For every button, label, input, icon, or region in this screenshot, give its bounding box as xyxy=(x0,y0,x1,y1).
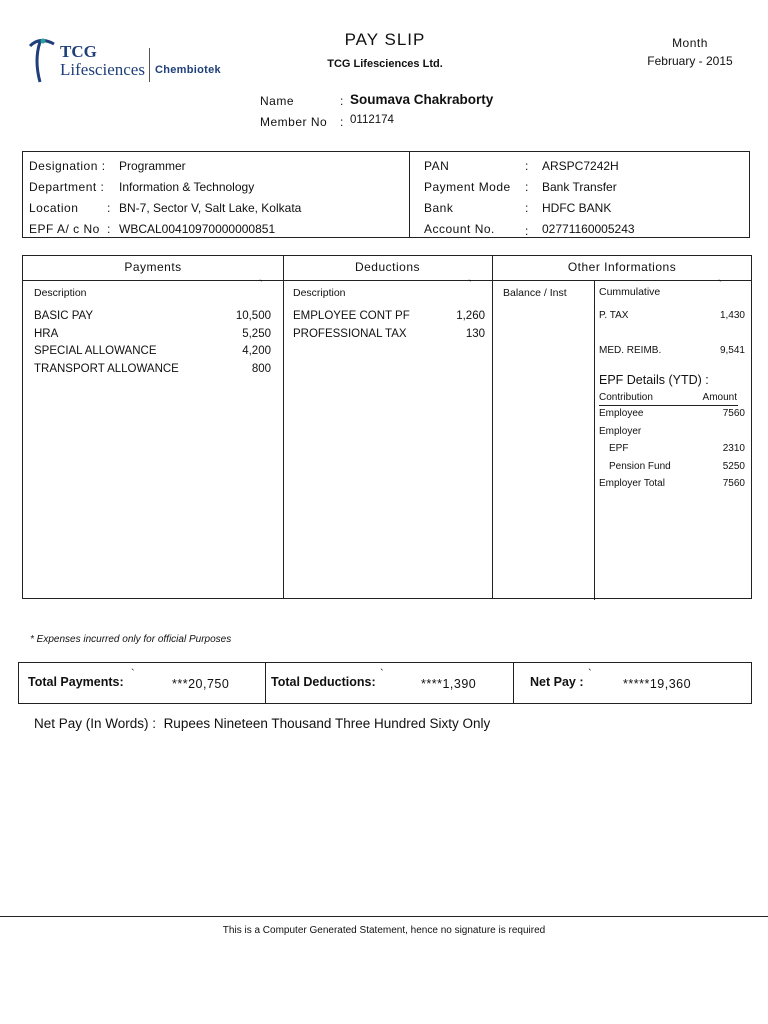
net-pay-label: Net Pay : xyxy=(530,675,584,689)
epf-row-amount: 7560 xyxy=(722,478,745,489)
payment-mode-colon: : xyxy=(525,180,529,194)
payment-desc: SPECIAL ALLOWANCE xyxy=(34,345,157,357)
payment-amount: 5,250 xyxy=(242,328,271,340)
pan-colon: : xyxy=(525,159,529,173)
payment-mode-label: Payment Mode xyxy=(424,180,511,194)
epf-label: EPF A/ c No xyxy=(29,222,100,236)
location-value: BN-7, Sector V, Salt Lake, Kolkata xyxy=(119,201,302,215)
net-pay-words-value: Rupees Nineteen Thousand Three Hundred Sixty Only xyxy=(163,716,491,731)
payment-mode-value: Bank Transfer xyxy=(542,180,617,194)
other-info-header: Other Informations xyxy=(567,260,677,274)
epf-contribution-label: Contribution xyxy=(599,392,653,403)
logo-text-lifesciences: Lifesciences xyxy=(60,60,145,79)
account-value: 02771160005243 xyxy=(542,222,635,236)
epf-row-desc: Employer Total xyxy=(599,478,665,489)
payment-desc: HRA xyxy=(34,328,59,340)
rupee-symbol: ` xyxy=(588,668,592,680)
epf-row-amount: 7560 xyxy=(722,408,745,419)
name-label: Name xyxy=(260,94,295,108)
rupee-symbol: ` xyxy=(131,668,135,680)
epf-amount-label: Amount xyxy=(702,392,737,403)
bank-value: HDFC BANK xyxy=(542,201,612,215)
epf-details-title: EPF Details (YTD) : xyxy=(599,373,709,387)
month-value: February - 2015 xyxy=(647,54,733,68)
total-deductions-value: ****1,390 xyxy=(421,677,477,691)
epf-value: WBCAL00410970000000851 xyxy=(119,222,276,236)
payment-amount: 4,200 xyxy=(242,345,271,357)
details-divider xyxy=(409,152,410,237)
totals-box xyxy=(18,662,752,704)
earnings-table xyxy=(22,255,752,599)
footer-text: This is a Computer Generated Statement, hence no signature is required xyxy=(222,925,546,936)
epf-colon: : xyxy=(107,222,111,236)
payment-desc: TRANSPORT ALLOWANCE xyxy=(34,363,179,375)
deduction-amount: 130 xyxy=(465,328,485,340)
total-deductions-label: Total Deductions: xyxy=(271,675,376,689)
payments-header: Payments xyxy=(124,260,182,274)
rupee-symbol: ` xyxy=(259,279,263,291)
epf-row-desc: Employer xyxy=(599,426,642,437)
member-colon: : xyxy=(340,115,344,129)
rupee-symbol: ` xyxy=(380,668,384,680)
deduction-desc: EMPLOYEE CONT PF xyxy=(293,310,410,322)
member-label: Member No xyxy=(260,115,328,129)
deductions-header: Deductions xyxy=(354,260,421,274)
table-header-line xyxy=(23,280,751,281)
payments-description-label: Description xyxy=(34,287,87,299)
table-divider xyxy=(492,256,493,598)
epf-row-desc: Employee xyxy=(599,408,644,419)
name-colon: : xyxy=(340,94,344,108)
totals-divider xyxy=(265,663,266,703)
pan-value: ARSPC7242H xyxy=(542,159,619,173)
designation-value: Programmer xyxy=(119,159,186,173)
cumulative-amount: 1,430 xyxy=(719,310,745,321)
net-pay-value: *****19,360 xyxy=(623,677,692,691)
company-logo xyxy=(26,36,226,86)
total-payments-label: Total Payments: xyxy=(28,675,124,689)
epf-row-desc: EPF xyxy=(609,443,629,454)
logo-separator xyxy=(149,48,150,82)
company-name: TCG Lifesciences Ltd. xyxy=(327,58,443,70)
cumulative-desc: P. TAX xyxy=(599,310,629,321)
month-label: Month xyxy=(672,36,708,50)
bank-label: Bank xyxy=(424,201,454,215)
cumulative-amount: 9,541 xyxy=(719,345,745,356)
member-value: 0112174 xyxy=(350,114,394,126)
logo-text-tcg: TCG xyxy=(60,42,97,61)
rupee-symbol: ` xyxy=(718,279,722,291)
employee-details-box xyxy=(22,151,750,238)
payment-amount: 10,500 xyxy=(235,310,271,322)
total-payments-value: ***20,750 xyxy=(172,677,230,691)
location-colon: : xyxy=(107,201,111,215)
totals-divider xyxy=(513,663,514,703)
epf-header-underline xyxy=(599,405,738,406)
epf-row-amount: 2310 xyxy=(722,443,745,454)
expenses-note: * Expenses incurred only for official Purposes xyxy=(30,634,232,645)
deduction-amount: 1,260 xyxy=(456,310,485,322)
department-label: Department : xyxy=(29,180,105,194)
rupee-symbol: ` xyxy=(468,279,472,291)
net-pay-words-label: Net Pay (In Words) : xyxy=(34,716,157,731)
department-value: Information & Technology xyxy=(119,180,255,194)
account-label: Account No. xyxy=(424,222,495,236)
footer-divider xyxy=(0,916,768,917)
totals-divider xyxy=(18,663,19,703)
deductions-description-label: Description xyxy=(293,287,346,299)
designation-label: Designation : xyxy=(29,159,106,173)
cumulative-label: Cummulative xyxy=(599,286,661,298)
logo-mark-icon xyxy=(26,36,58,86)
epf-row-desc: Pension Fund xyxy=(609,461,671,472)
table-divider xyxy=(594,280,595,600)
payment-desc: BASIC PAY xyxy=(34,310,94,322)
name-value: Soumava Chakraborty xyxy=(350,92,494,107)
pan-label: PAN xyxy=(424,159,450,173)
account-colon: : xyxy=(525,224,529,238)
location-label: Location xyxy=(29,201,79,215)
payment-amount: 800 xyxy=(251,363,271,375)
table-divider xyxy=(283,256,284,598)
totals-divider xyxy=(751,663,752,703)
balance-label: Balance / Inst xyxy=(503,287,567,299)
logo-text-chembiotek: Chembiotek xyxy=(155,64,221,76)
deduction-desc: PROFESSIONAL TAX xyxy=(293,328,407,340)
epf-row-amount: 5250 xyxy=(722,461,745,472)
net-pay-words xyxy=(34,716,490,731)
page-title: PAY SLIP xyxy=(344,30,426,49)
cumulative-desc: MED. REIMB. xyxy=(599,345,662,356)
bank-colon: : xyxy=(525,201,529,215)
